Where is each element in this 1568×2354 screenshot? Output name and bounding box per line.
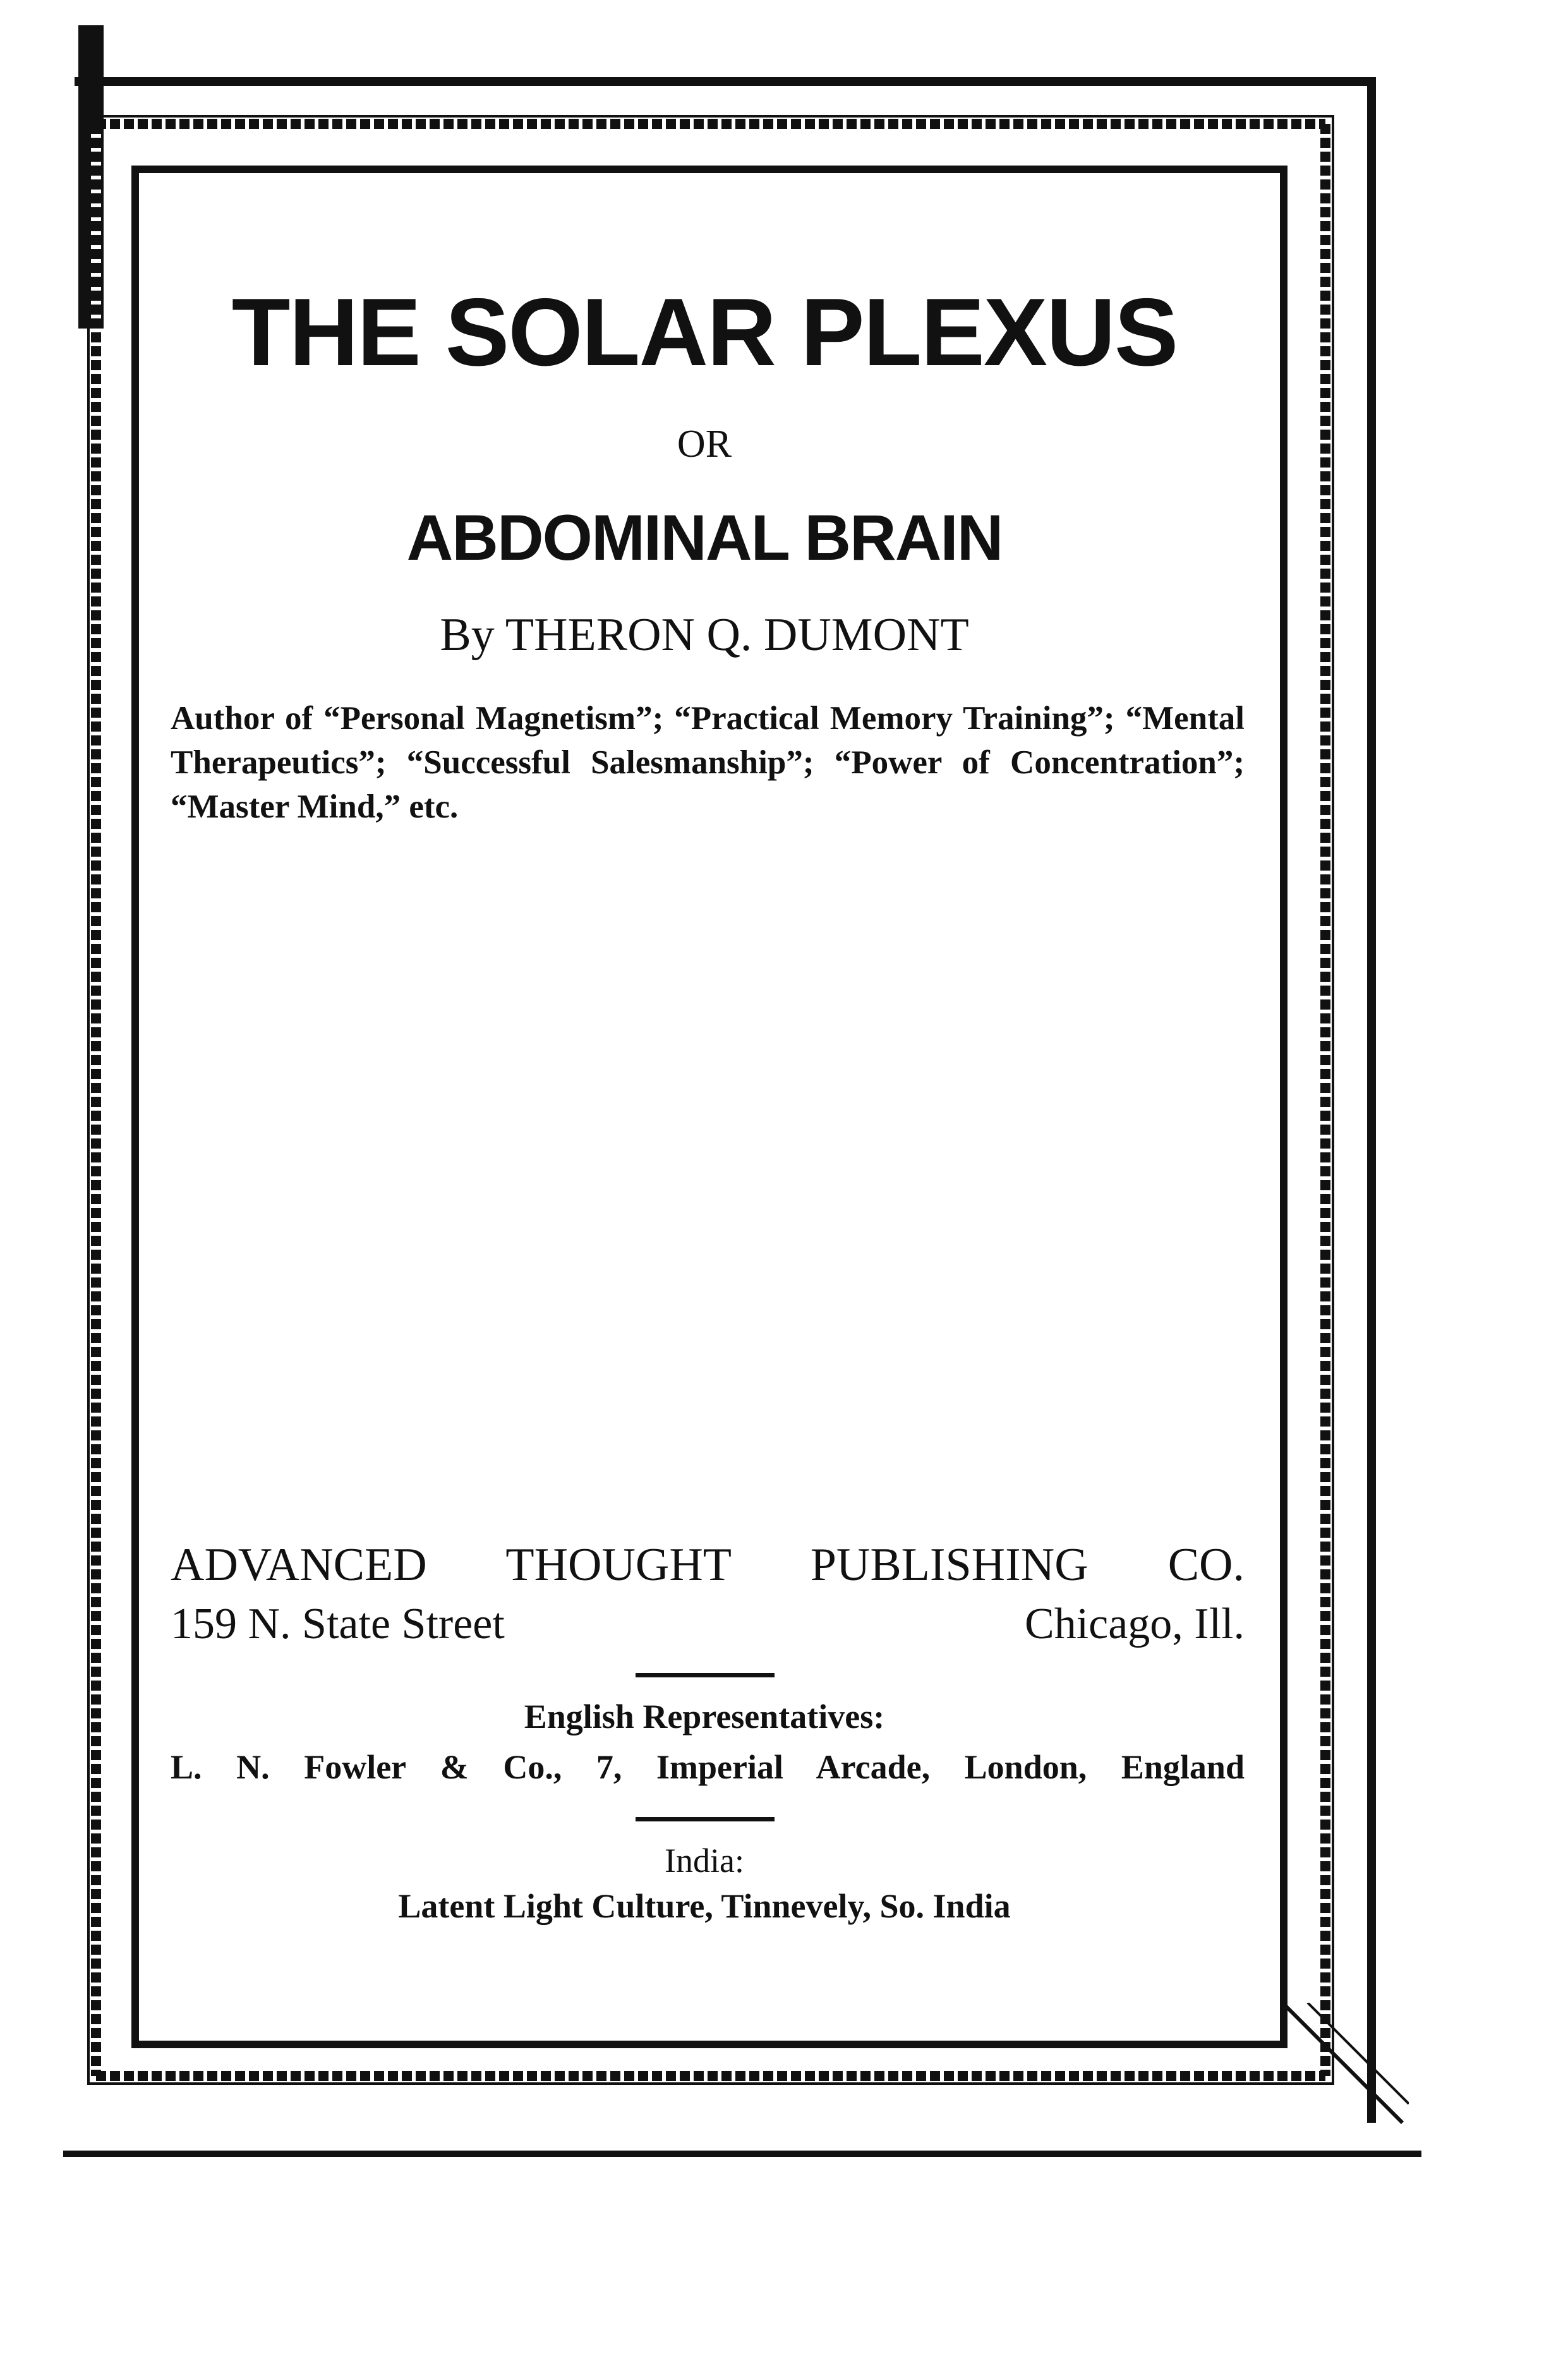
publisher-address — [171, 1602, 1245, 1653]
corner-ornament — [1282, 2003, 1409, 2129]
author-byline: By THERON Q. DUMONT — [440, 609, 969, 661]
publisher-city: Chicago, Ill. — [1025, 1600, 1245, 1648]
divider — [636, 1673, 775, 1677]
publisher-name: ADVANCED THOUGHT PUBLISHING CO. — [171, 1539, 1245, 1591]
other-works: Author of “Personal Magnetism”; “Practical Memory Training”; “Mental Therapeutics”; “Successful Salesmanship”; “Power of Concentration”; “Master Mind,” etc. — [171, 700, 1245, 825]
english-representatives-address: L. N. Fowler & Co., 7, Imperial Arcade, London, England — [171, 1748, 1245, 1786]
chain-border-right — [1320, 124, 1330, 2076]
english-representatives-label: English Representatives: — [524, 1698, 885, 1735]
publisher-street: 159 N. State Street — [171, 1600, 505, 1648]
chain-border-top — [96, 119, 1325, 129]
india-label: India: — [665, 1842, 744, 1880]
chain-border-bottom — [96, 2071, 1325, 2081]
india-address: Latent Light Culture, Tinnevely, So. India — [398, 1887, 1011, 1925]
divider — [636, 1817, 775, 1821]
book-title: THE SOLAR PLEXUS — [231, 279, 1178, 386]
bottom-rule — [63, 2151, 1421, 2157]
chain-border-left — [91, 124, 101, 2076]
title-conjunction: OR — [677, 423, 732, 466]
book-subtitle: ABDOMINAL BRAIN — [406, 502, 1003, 574]
